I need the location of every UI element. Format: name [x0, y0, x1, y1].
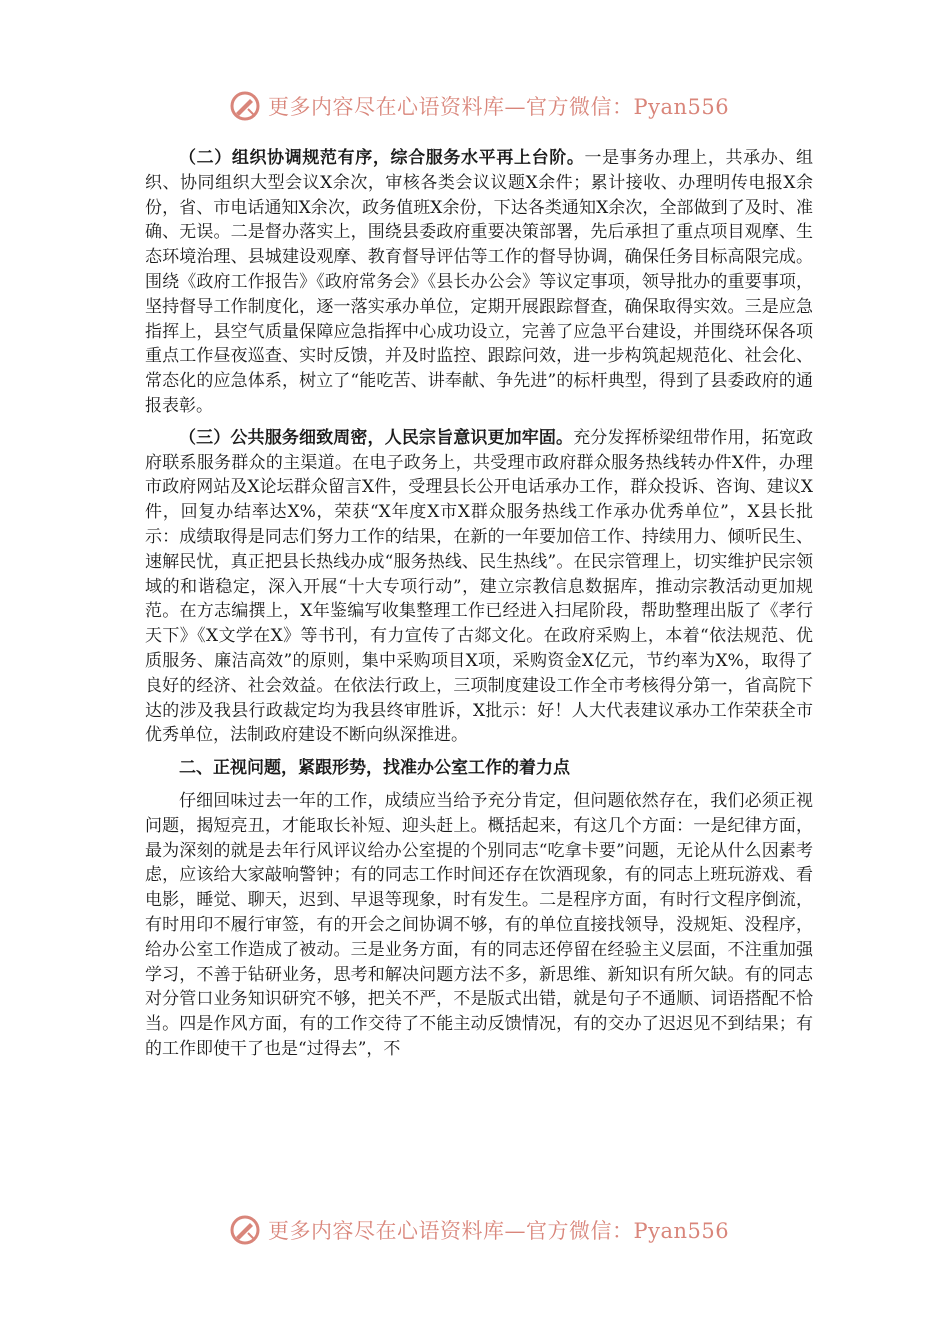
pen-logo-icon — [228, 1213, 262, 1247]
paragraph-section-2 — [145, 146, 813, 419]
watermark-text: 更多内容尽在心语资料库—官方微信：Pyan556 — [268, 95, 730, 119]
watermark-banner-top — [228, 86, 728, 126]
heading-part-2: 二、正视问题，紧跟形势，找准办公室工作的着力点 — [179, 758, 570, 779]
document-body — [145, 146, 813, 1062]
section-3-body: 充分发挥桥梁纽带作用，拓宽政府联系服务群众的主渠道。在电子政务上，共受理市政府群众服务热线转办件X件，办理市政府网站及X论坛群众留言X件，受理县长公开电话承办工作，群众投诉、咨询、建议X件，回复办结率达X%，荣获“X年度X市X群众服务热线工作承办优秀单位”，X县长批示：成绩取得是同志们努力工作的结果，在新的一年要加倍工作、持续用力、倾听民生、速解民忧，真正把县长热线办成“服务热线、民生热线”。在民宗管理上，切实维护民宗领域的和谐稳定，深入开展“十大专项行动”，建立宗教信息数据库，推动宗教活动更加规范。在方志编撰上，X年鉴编写收集整理工作已经进入扫尾阶段，帮助整理出版了《孝行天下》《X文学在X》等书刊，有力宣传了古郯文化。在政府采购上，本着“依法规范、优质服务、廉洁高效”的原则，集中采购项目X项，采购资金X亿元，节约率为X%，取得了良好的经济、社会效益。在依法行政上，三项制度建设工作全市考核得分第一，省高院下达的涉及我县行政裁定均为我县终审胜诉，X批示：好！人大代表建议承办工作荣获全市优秀单位，法制政府建设不断向纵深推进。 — [145, 427, 814, 746]
watermark-text: 更多内容尽在心语资料库—官方微信：Pyan556 — [268, 1219, 730, 1243]
section-2-body: 一是事务办理上，共承办、组织、协同组织大型会议X余次，审核各类会议议题X余件；累计接收、办理明传电报X余份，省、市电话通知X余次，政务值班X余份，下达各类通知X余次，全部做到了及时、准确、无误。二是督办落实上，围绕县委政府重要决策部署，先后承担了重点项目观摩、生态环境治理、县城建设观摩、教育督导评估等工作的督导协调，确保任务目标高限完成。围绕《政府工作报告》《政府常务会》《县长办公会》等议定事项，领导批办的重要事项，坚持督导工作制度化，逐一落实承办单位，定期开展跟踪督查，确保取得实效。三是应急指挥上，县空气质量保障应急指挥中心成功设立，完善了应急平台建设，并围绕环保各项重点工作昼夜巡查、实时反馈，并及时监控、跟踪问效，进一步构筑起规范化、社会化、常态化的应急体系，树立了“能吃苦、讲奉献、争先进”的标杆典型，得到了县委政府的通报表彰。 — [145, 148, 814, 416]
section-3-lead: （三）公共服务细致周密，人民宗旨意识更加牢固。 — [179, 427, 574, 448]
section-2-lead: （二）组织协调规范有序，综合服务水平再上台阶。 — [179, 148, 585, 168]
watermark-banner-bottom — [228, 1210, 728, 1250]
paragraph-section-3 — [145, 426, 813, 748]
paragraph-problems: 仔细回味过去一年的工作，成绩应当给予充分肯定，但问题依然存在，我们必须正视问题，揭短亮丑，才能取长补短、迎头赶上。概括起来，有这几个方面：一是纪律方面，最为深刻的就是去年行风评议给办公室提的个别同志“吃拿卡要”问题，无论从什么因素考虑，应该给大家敲响警钟；有的同志工作时间还存在饮酒现象，有的同志上班玩游戏、看电影，睡觉、聊天，迟到、早退等现象，时有发生。二是程序方面，有时行文程序倒流，有时用印不履行审签，有的开会之间协调不够，有的单位直接找领导，没规矩、没程序，给办公室工作造成了被动。三是业务方面，有的同志还停留在经验主义层面，不注重加强学习，不善于钻研业务，思考和解决问题方法不多，新思维、新知识有所欠缺。有的同志对分管口业务知识研究不够，把关不严，不是版式出错，就是句子不通顺、词语搭配不恰当。四是作风方面，有的工作交待了不能主动反馈情况，有的交办了迟迟见不到结果；有的工作即使干了也是“过得去”，不 — [145, 790, 813, 1059]
pen-logo-icon — [228, 89, 262, 123]
